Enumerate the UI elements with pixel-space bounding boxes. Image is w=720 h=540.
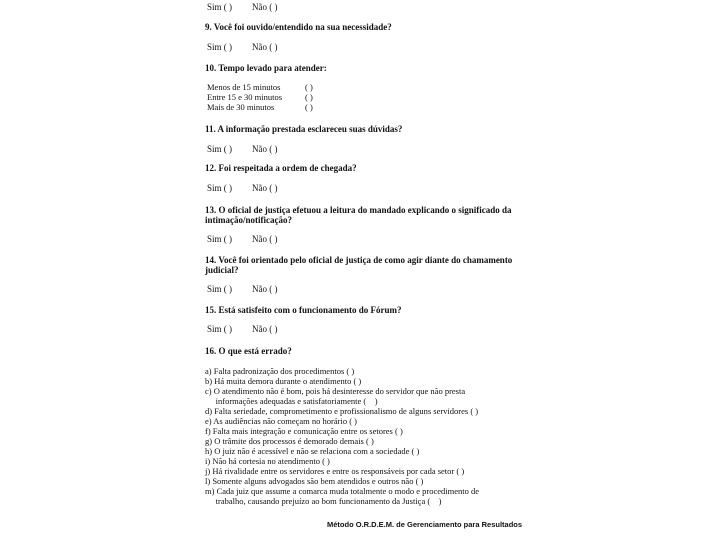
q16-list — [205, 366, 479, 506]
q14-options — [207, 284, 278, 294]
q16-item-g: g) O trâmite dos processos é demorado demais ( ) — [205, 436, 374, 446]
q13-title-line1: 13. O oficial de justiça efetuou a leitura do mandado explicando o significado da — [205, 205, 512, 215]
q13-sim: Sim ( ) — [207, 234, 233, 244]
q13-nao: Não ( ) — [252, 234, 278, 244]
q16-title: 16. O que está errado? — [205, 346, 292, 356]
q10-option-2 — [207, 92, 282, 102]
q16-item-h: h) O juiz não é acessível e não se relaciona com a sociedade ( ) — [205, 446, 420, 456]
q14-nao: Não ( ) — [252, 284, 278, 294]
q9-title: 9. Você foi ouvido/entendido na sua necessidade? — [205, 22, 392, 32]
q9-nao: Não ( ) — [252, 42, 278, 52]
q16-item-d: d) Falta seriedade, comprometimento e profissionalismo de alguns servidores ( ) — [205, 406, 479, 416]
q9-options — [207, 42, 278, 52]
q16-item-f: f) Falta mais integração e comunicação entre os setores ( ) — [205, 426, 403, 436]
q16-item-l: l) Somente alguns advogados são bem atendidos e outros não ( ) — [205, 476, 424, 486]
q13-options — [207, 234, 278, 244]
q12-title: 12. Foi respeitada a ordem de chegada? — [205, 163, 357, 173]
q15-options — [207, 324, 278, 334]
q16-item-e: e) As audiências não começam no horário ( ) — [205, 416, 357, 426]
q14-sim: Sim ( ) — [207, 284, 233, 294]
q12-sim: Sim ( ) — [207, 183, 233, 193]
q14-title-line1: 14. Você foi orientado pelo oficial de justiça de como agir diante do chamamento — [205, 255, 513, 265]
q10-option-1 — [207, 82, 280, 92]
q16-item-a: a) Falta padronização dos procedimentos ( ) — [205, 366, 355, 376]
q16-item-m-cont: trabalho, causando prejuízo ao bom funcionamento da Justiça ( ) — [205, 496, 442, 506]
q8-options — [207, 2, 278, 12]
q10-option-3 — [207, 102, 274, 112]
q11-nao: Não ( ) — [252, 144, 278, 154]
q13-title-line2: intimação/notificação? — [205, 215, 292, 225]
q12-nao: Não ( ) — [252, 183, 278, 193]
q16-item-j: j) Há rivalidade entre os servidores e entre os responsáveis por cada setor ( ) — [205, 466, 465, 476]
q16-item-i: i) Não há cortesia no atendimento ( ) — [205, 456, 330, 466]
q16-item-m: m) Cada juiz que assume a comarca muda totalmente o modo e procedimento de — [205, 486, 480, 496]
q8-sim: Sim ( ) — [207, 2, 233, 12]
q11-options — [207, 144, 278, 154]
q15-sim: Sim ( ) — [207, 324, 233, 334]
q10-title: 10. Tempo levado para atender: — [205, 63, 327, 73]
q10-option-1-label: Menos de 15 minutos — [207, 82, 281, 92]
q16-item-b: b) Há muita demora durante o atendimento ( ) — [205, 376, 362, 386]
q16-item-c: c) O atendimento não é bom, pois há desinteresse do servidor que não presta — [205, 386, 466, 396]
q10-option-3-box: ( ) — [305, 102, 313, 112]
q12-options — [207, 183, 278, 193]
q11-title: 11. A informação prestada esclareceu suas dúvidas? — [205, 124, 403, 134]
q16-item-c-cont: informações adequadas e satisfatoriamente ( ) — [205, 396, 378, 406]
q9-sim: Sim ( ) — [207, 42, 233, 52]
q11-sim: Sim ( ) — [207, 144, 233, 154]
q10-option-2-label: Entre 15 e 30 minutos — [207, 92, 283, 102]
page-footer: Método O.R.D.E.M. de Gerenciamento para Resultados — [327, 520, 523, 529]
q10-option-1-box: ( ) — [305, 82, 313, 92]
q15-title: 15. Está satisfeito com o funcionamento do Fórum? — [205, 305, 402, 315]
q8-nao: Não ( ) — [252, 2, 278, 12]
q15-nao: Não ( ) — [252, 324, 278, 334]
q10-option-2-box: ( ) — [305, 92, 313, 102]
q10-option-3-label: Mais de 30 minutos — [207, 102, 275, 112]
q14-title-line2: judicial? — [205, 265, 239, 275]
